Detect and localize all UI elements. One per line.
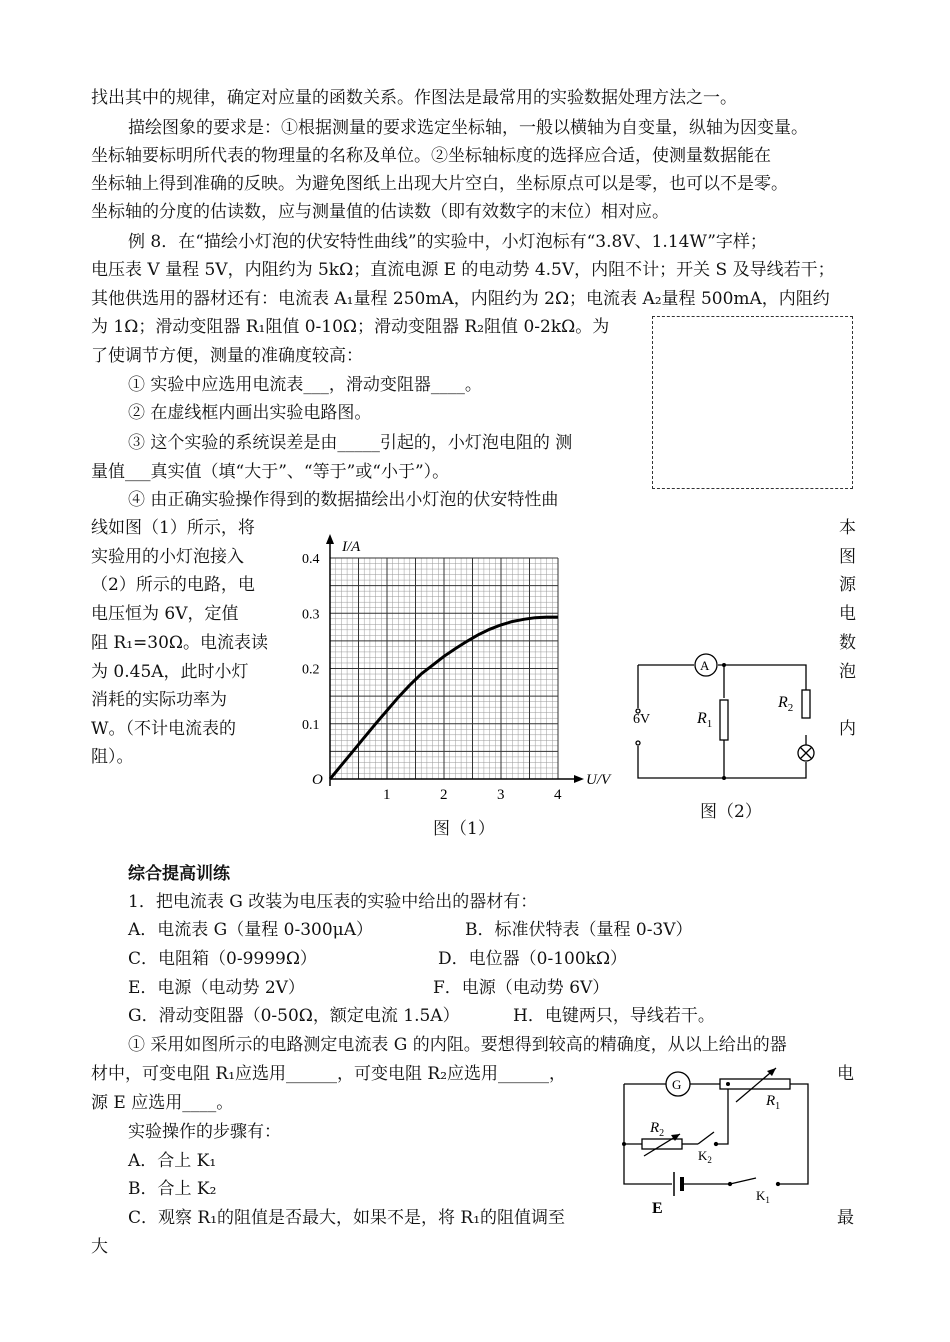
wire: [718, 1084, 728, 1144]
left-col-line: 线如图（1）所示，将: [91, 518, 255, 538]
question-3: ③ 这个实验的系统误差是由_____引起的，小灯泡电阻的 测: [128, 433, 573, 453]
text-line: 找出其中的规律，确定对应量的函数关系。作图法是最常用的实验数据处理方法之一。: [91, 88, 737, 108]
k2-label: [698, 1148, 712, 1165]
r1-symbol: R: [766, 1093, 776, 1109]
right-col-char: 电: [839, 604, 856, 624]
r2-label: [777, 694, 793, 714]
switch-k2-contact: [715, 1143, 718, 1146]
resistor-r1: [720, 1079, 790, 1089]
k2-symbol: K: [698, 1148, 708, 1163]
option-a: A．电流表 G（量程 0-300μA）: [128, 920, 373, 940]
wire: [718, 665, 806, 705]
left-col-line: W。（不计电流表的: [91, 719, 236, 739]
sub-question-1: ① 采用如图所示的电路测定电流表 G 的内阻。要想得到较高的精确度，从以上给出的器: [128, 1035, 787, 1055]
iu-chart: [290, 530, 620, 820]
left-col-line: 为 0.45A，此时小灯: [91, 662, 249, 682]
x-tick-label: 4: [554, 787, 562, 803]
r1-subscript: 1: [706, 718, 713, 730]
left-col-line: 实验用的小灯泡接入: [91, 547, 244, 567]
steps-title: 实验操作的步骤有：: [128, 1122, 281, 1142]
x-tick-label: 1: [383, 787, 391, 803]
r2-subscript: 2: [787, 702, 794, 714]
right-col-char: 数: [839, 633, 856, 653]
step-c-cont: 大: [91, 1237, 108, 1257]
resistor-r1: [720, 700, 728, 740]
answer-dashed-box: [652, 316, 853, 489]
text-line: 描绘图象的要求是：①根据测量的要求选定坐标轴，一般以横轴为自变量，纵轴为因变量。: [128, 118, 808, 138]
switch-k1-contact: [729, 1183, 732, 1186]
right-col-char: 泡: [839, 662, 856, 682]
option-e: E．电源（电动势 2V）: [128, 978, 305, 998]
r1-label: [696, 710, 712, 730]
switch-k1-contact: [777, 1183, 780, 1186]
junction: [622, 1142, 626, 1146]
wire: [698, 1132, 714, 1144]
r2-symbol: R: [650, 1120, 660, 1136]
problem-1-intro: 1．把电流表 G 改装为电压表的实验中给出的器材有：: [128, 892, 538, 912]
question-4: ④ 由正确实验操作得到的数据描绘出小灯泡的伏安特性曲: [128, 490, 559, 510]
option-h: H．电键两只，导线若干。: [513, 1006, 715, 1026]
r2-subscript: 2: [659, 1128, 665, 1139]
y-tick-label: 0.3: [302, 607, 320, 623]
question-2: ② 在虚线框内画出实验电路图。: [128, 403, 372, 423]
text-line: 坐标轴的分度的估读数，应与测量值的估读数（即有效数字的末位）相对应。: [91, 202, 669, 222]
option-d: D．电位器（0-100kΩ）: [438, 949, 628, 969]
example-8-line: 了使调节方便，测量的准确度较高：: [91, 346, 363, 366]
wire: [638, 746, 806, 778]
option-b: B．标准伏特表（量程 0-3V）: [465, 920, 693, 940]
ammeter-label: A: [700, 658, 710, 673]
question-1: ① 实验中应选用电流表___，滑动变阻器____。: [128, 375, 482, 395]
r1-subscript: 1: [775, 1101, 781, 1112]
r2-label: [649, 1120, 664, 1139]
k1-label: [756, 1188, 770, 1205]
battery-label: E: [652, 1200, 663, 1217]
r1-label: [765, 1093, 780, 1112]
left-col-line: 阻 R₁=30Ω。电流表读: [91, 633, 268, 653]
option-f: F．电源（电动势 6V）: [433, 978, 610, 998]
galvanometer-label: G: [672, 1077, 682, 1092]
left-col-line: 阻）。: [91, 747, 134, 767]
left-col-line: 消耗的实际功率为: [91, 690, 227, 710]
junction: [722, 663, 726, 667]
right-col-char: 源: [839, 575, 856, 595]
terminal: [636, 741, 640, 745]
k1-symbol: K: [756, 1188, 766, 1203]
sub-question-1-tail: 电: [837, 1064, 854, 1084]
figure-2-caption: 图（2）: [700, 802, 762, 822]
left-col-line: 电压恒为 6V，定值: [91, 604, 239, 624]
k1-subscript: 1: [765, 1195, 770, 1205]
voltage-label: 6V: [633, 712, 651, 727]
example-8-line: 电压表 V 量程 5V，内阻约为 5kΩ；直流电源 E 的电动势 4.5V，内阻不计；开关 S 及导线若干；: [91, 260, 835, 280]
x-tick-label: 2: [440, 787, 448, 803]
example-8-line: 例 8．在“描绘小灯泡的伏安特性曲线”的实验中，小灯泡标有“3.8V、1.14W”字样；: [128, 232, 767, 252]
section-title: 综合提高训练: [128, 864, 230, 884]
wire: [624, 1084, 672, 1184]
circuit-figure-3: [612, 1060, 832, 1220]
r1-symbol: R: [697, 710, 707, 727]
option-c: C．电阻箱（0-9999Ω）: [128, 949, 317, 969]
wire: [730, 1178, 756, 1184]
x-axis-arrow: [574, 775, 584, 783]
right-col-char: 图: [839, 547, 856, 567]
step-b: B．合上 K₂: [128, 1179, 217, 1199]
k2-subscript: 2: [707, 1155, 712, 1165]
step-a: A．合上 K₁: [128, 1151, 217, 1171]
example-8-line: 为 1Ω；滑动变阻器 R₁阻值 0-10Ω；滑动变阻器 R₂阻值 0-2kΩ。为: [91, 317, 610, 337]
r2-symbol: R: [778, 694, 788, 711]
right-col-char: 本: [839, 518, 856, 538]
option-g: G．滑动变阻器（0-50Ω，额定电流 1.5A）: [128, 1006, 460, 1026]
left-col-line: （2）所示的电路，电: [91, 575, 255, 595]
y-tick-label: 0.1: [302, 717, 320, 733]
example-8-line: 其他供选用的器材还有：电流表 A₁量程 250mA，内阻约为 2Ω；电流表 A₂量程 500mA，内阻约: [91, 289, 830, 309]
x-axis-label: U/V: [586, 772, 611, 788]
text-line: 坐标轴要标明所代表的物理量的名称及单位。②坐标轴标度的选择应合适，使测量数据能在: [91, 146, 771, 166]
sub-question-1-cont: 材中，可变电阻 R₁应选用______，可变电阻 R₂应选用______，: [91, 1064, 567, 1084]
y-tick-label: 0.4: [302, 552, 320, 567]
step-c: C．观察 R₁的阻值是否最大，如果不是，将 R₁的阻值调至: [128, 1208, 566, 1228]
junction: [722, 776, 726, 780]
y-axis-label: I/A: [342, 539, 361, 555]
resistor-r2: [642, 1139, 682, 1149]
wire: [780, 1084, 808, 1184]
step-c-tail: 最: [837, 1208, 854, 1228]
sub-question-1-cont: 源 E 应选用____。: [91, 1093, 234, 1113]
y-axis-arrow: [326, 534, 334, 544]
resistor-r2: [802, 690, 810, 718]
right-col-char: 内: [839, 719, 856, 739]
origin-label: O: [312, 772, 323, 788]
x-tick-label: 3: [497, 787, 505, 803]
y-tick-label: 0.2: [302, 662, 320, 678]
junction: [726, 1082, 730, 1086]
question-3-cont: 量值___真实值（填“大于”、“等于”或“小于”）。: [91, 462, 450, 482]
figure-1-caption: 图（1）: [433, 819, 495, 839]
text-line: 坐标轴上得到准确的反映。为避免图纸上出现大片空白，坐标原点可以是零，也可以不是零。: [91, 174, 788, 194]
